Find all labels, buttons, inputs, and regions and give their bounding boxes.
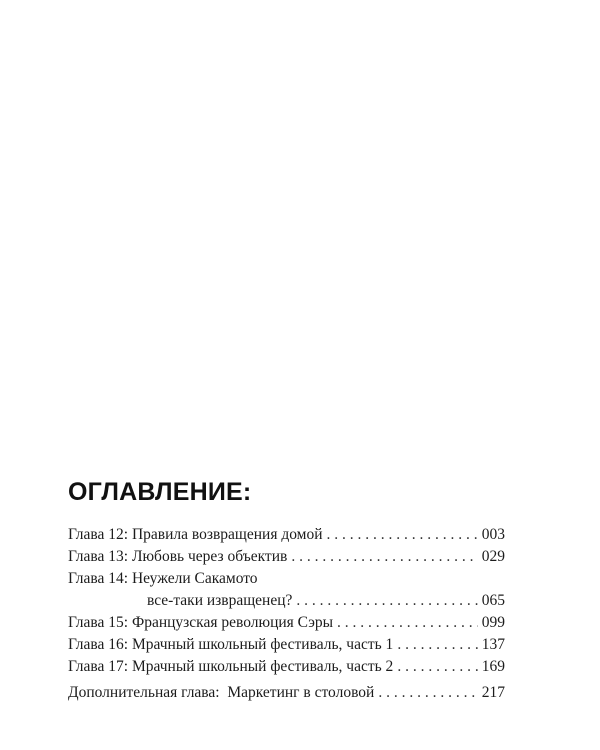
toc-entry-page: 003 [481,526,505,543]
toc-entry-label: Глава 14: [68,570,129,587]
toc-entry-title-line2: все-таки извращенец? [147,592,293,609]
toc-leader-dots [291,546,477,568]
toc-entry-chapter-13[interactable] [68,546,505,568]
toc-line [68,524,505,546]
toc-entry-page: 137 [481,636,505,653]
toc-entry-label: Глава 15: [68,614,129,631]
toc-entry-title: Французская революция Сэры [131,614,334,631]
toc-line-continuation [68,590,505,612]
toc-line [68,682,505,704]
toc-leader-dots [337,612,478,634]
toc-leader-dots [397,634,477,656]
toc-entry-chapter-15[interactable] [68,612,505,634]
toc-entry-page: 217 [481,684,505,701]
toc-leader-dots [296,590,477,612]
toc-entry-label: Глава 13: [68,548,129,565]
toc-entry-chapter-14[interactable] [68,568,505,612]
toc-line [68,612,505,634]
toc-entry-chapter-16[interactable] [68,634,505,656]
toc-entry-chapter-12[interactable] [68,524,505,546]
toc-leader-dots [327,524,478,546]
toc-entry-label: Глава 16: [68,636,129,653]
toc-entry-title: Мрачный школьный фестиваль, часть 1 [131,636,394,653]
toc-entry-label: Глава 17: [68,658,129,675]
toc-line [68,546,505,568]
toc-leader-dots [378,682,477,704]
toc-entry-title: Маркетинг в столовой [227,684,375,701]
toc-entry-page: 169 [481,658,505,675]
toc-entry-bonus-chapter[interactable] [68,682,505,704]
toc-entry-label: Глава 12: [68,526,129,543]
toc-leader-dots [397,656,477,678]
toc-entry-title-line1: Неужели Сакамото [131,570,258,587]
toc-entry-chapter-17[interactable] [68,656,505,678]
toc-list [68,524,505,704]
toc-entry-page: 065 [481,592,505,609]
toc-entry-page: 099 [481,614,505,631]
toc-entry-title: Любовь через объектив [131,548,288,565]
toc-entry-title: Мрачный школьный фестиваль, часть 2 [131,658,394,675]
toc-line [68,656,505,678]
toc-line [68,568,505,590]
toc-line [68,634,505,656]
toc-entry-title: Правила возвращения домой [131,526,323,543]
toc-entry-page: 029 [481,548,505,565]
toc-title: ОГЛАВЛЕНИЕ: [68,478,252,506]
toc-entry-label: Дополнительная глава: [68,684,220,701]
